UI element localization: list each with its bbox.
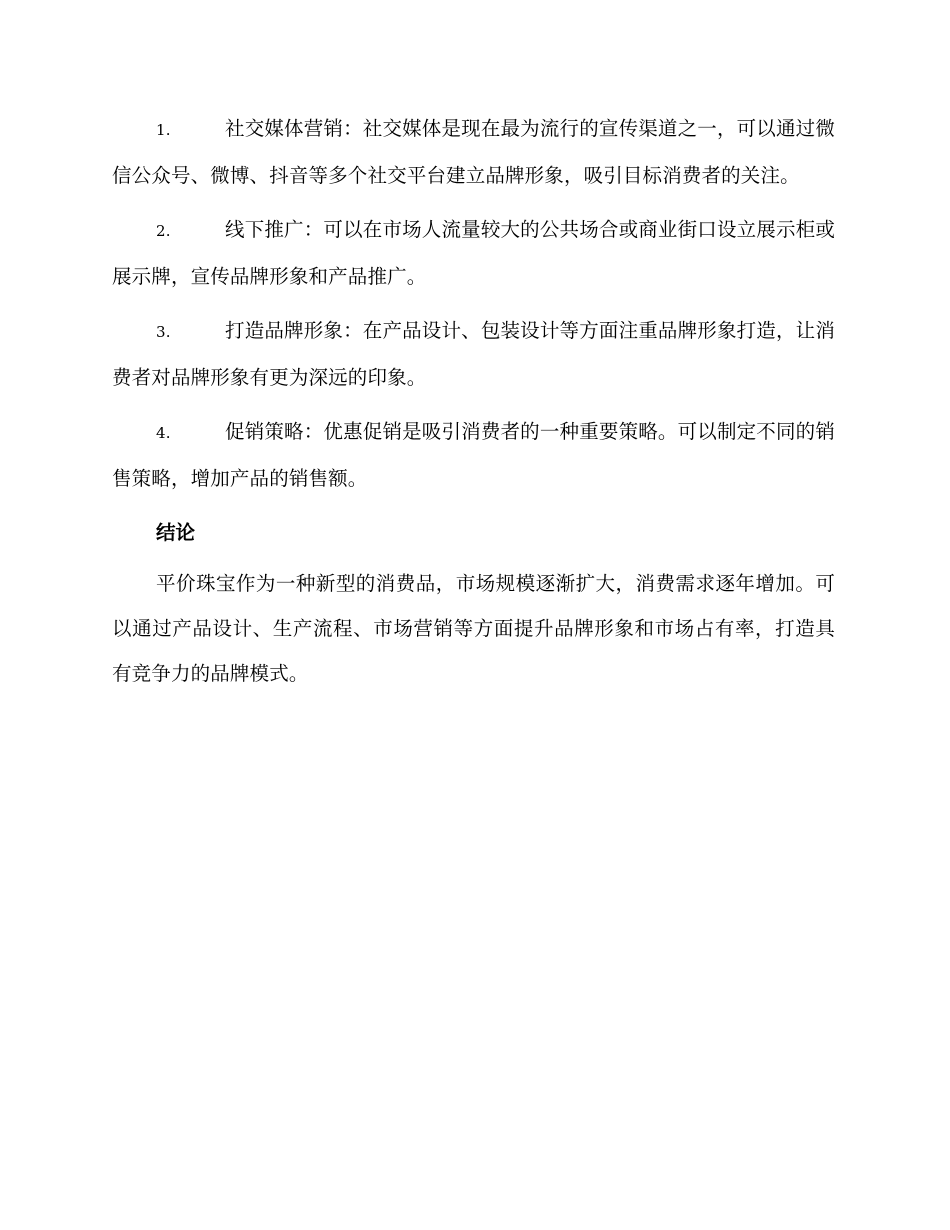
list-item-number: 2. — [156, 222, 171, 240]
document-page — [112, 106, 835, 696]
list-item — [112, 207, 835, 299]
list-item-text: 线下推广：可以在市场人流量较大的公共场合或商业街口设立展示柜或展示牌，宣传品牌形象和产品推广。 — [112, 218, 835, 288]
list-item-text: 社交媒体营销：社交媒体是现在最为流行的宣传渠道之一，可以通过微信公众号、微博、抖音等多个社交平台建立品牌形象，吸引目标消费者的关注。 — [112, 117, 835, 187]
list-item — [112, 409, 835, 501]
list-item-number: 1. — [156, 121, 171, 139]
strategy-list — [112, 106, 835, 501]
list-item — [112, 106, 835, 198]
list-item-number: 4. — [156, 424, 171, 442]
conclusion-heading: 结论 — [156, 521, 196, 544]
list-item-text: 促销策略：优惠促销是吸引消费者的一种重要策略。可以制定不同的销售策略，增加产品的销售额。 — [112, 420, 835, 490]
list-item-number: 3. — [156, 323, 171, 341]
list-item-text: 打造品牌形象：在产品设计、包装设计等方面注重品牌形象打造，让消费者对品牌形象有更为深远的印象。 — [112, 319, 835, 389]
list-item — [112, 308, 835, 400]
conclusion-paragraph: 平价珠宝作为一种新型的消费品，市场规模逐渐扩大，消费需求逐年增加。可以通过产品设计、生产流程、市场营销等方面提升品牌形象和市场占有率，打造具有竞争力的品牌模式。 — [112, 572, 835, 685]
